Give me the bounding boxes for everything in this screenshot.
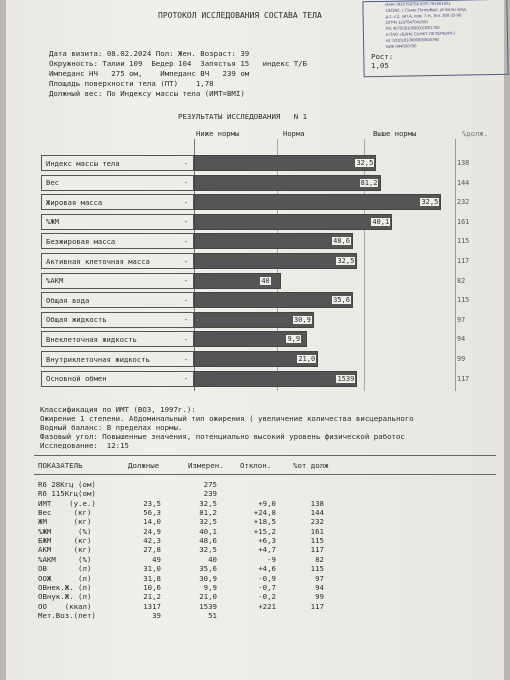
header-above-norm: Выше нормы [373,129,417,138]
table-header-percent: %от долж [293,461,329,470]
chart-percent-label: 144 [457,178,470,187]
header-below-norm: Ниже нормы [196,129,240,138]
table-cell-indicator: R6 115Кгц(ом) [38,489,96,499]
table-cell-value: 115 [310,564,324,574]
chart-percent-label: 99 [457,355,466,363]
chart-row-label [41,292,194,308]
chart-value-label: 35,6 [333,296,350,305]
chart-value-label: 81,2 [360,178,378,187]
table-cell-indicator: ОО (ккал) [38,601,92,611]
table-header-due: Должные [128,461,160,470]
chart-bar [194,253,357,269]
chart-row-dash: - [183,276,188,286]
chart-row-label [41,371,194,387]
table-cell-value: 232 [310,517,324,527]
chart-row-label-text: %АКМ [46,276,64,286]
table-cell-value: 32,5 [199,545,217,555]
chart-bar [194,233,353,249]
chart-row-dash: - [183,354,188,364]
chart-row-label [41,253,194,269]
table-cell-value: 161 [310,526,324,536]
table-cell-indicator: R6 28Кгц (ом) [38,480,96,489]
table-cell-value: 144 [310,508,324,518]
chart-value-label: 21,0 [298,355,316,363]
table-top-rule [34,455,496,456]
organization-stamp: ИНН 7810759758 КПП 781001001 192242, г. Санкт-Петербург, ул Белы кунд, д.1, к.2, лит.А, пом. 7-Н, Тел. 300-33-00 ОГРН 1197847041041 Р/с 40702810590310001750 в ПАО «БАНК САНКТ-ПЕТЕРБУРГ» к/с 30101810900000000790 БИК 044030790 [362,0,508,77]
table-cell-value: 117 [310,545,324,555]
table-cell-value: +18,5 [253,517,276,527]
chart-row-dash: - [183,236,188,246]
body-surface-line: Площадь поверхности тела (ПТ) 1,78 [49,79,214,88]
chart-row-label-text: Безжировая масса [46,236,116,246]
waist-hip-ratio: 1,05 [371,61,389,70]
page-title: ПРОТОКОЛ ИССЛЕДОВАНИЯ СОСТАВА ТЕЛА [158,11,322,20]
table-cell-value: 97 [315,573,324,583]
table-cell-value: 56,3 [143,508,161,518]
chart-percent-label: 115 [457,237,470,246]
table-cell-value: 30,9 [199,573,217,583]
chart-row-label-text: Внеклеточная жидкость [46,334,137,344]
table-cell-value: 239 [203,489,217,499]
table-cell-value: 49 [152,554,161,564]
chart-row-label [41,233,194,249]
water-balance-note: Водный баланс: В пределах нормы. [40,423,183,432]
table-cell-indicator: АКМ (кг) [38,545,92,555]
table-cell-value: 27,8 [143,545,161,555]
chart-percent-label: 232 [457,198,470,207]
table-cell-value: 24,9 [143,526,161,536]
chart-value-label: 32,5 [337,257,355,265]
chart-row-label [41,351,194,367]
chart-bar [194,214,392,230]
chart-percent-label: 82 [457,276,466,285]
table-header-rule [34,474,496,475]
due-weight-line: Должный вес: По Индексу массы тела (ИМТ=BMI) [49,89,245,98]
table-cell-indicator: БЖМ (кг) [38,536,92,546]
chart-bar [194,194,441,210]
table-cell-value: 275 [203,480,217,489]
table-cell-indicator: ИМТ (у.е.) [38,498,96,508]
table-cell-value: 1539 [199,601,217,611]
table-cell-indicator: ЖМ (кг) [38,517,92,527]
chart-row-dash: - [183,334,188,344]
table-cell-value: 51 [208,610,217,620]
table-cell-indicator: ОВнук.Ж. (л) [38,592,92,602]
chart-row-dash: - [183,178,188,188]
table-cell-indicator: ООЖ (л) [38,573,92,583]
chart-percent-label: 115 [457,296,470,305]
table-cell-indicator: %АКМ (%) [38,554,92,564]
table-cell-value: -9 [267,554,276,564]
table-cell-indicator: Вес (кг) [38,508,92,518]
phase-angle-note: Фазовый угол: Повышенные значения, потенциально высокий уровень физической работос [40,432,405,441]
chart-value-label: 32,5 [421,198,439,207]
chart-percent-label: 117 [457,374,470,383]
chart-right-line [455,139,456,391]
visit-line: Дата визита: 08.02.2024 Пол: Жен. Возраст: 39 [49,49,250,58]
chart-row-label-text: Активная клеточная масса [46,256,150,266]
table-cell-value: 39 [152,610,161,620]
table-cell-value: 21,0 [199,592,217,602]
table-cell-value: +9,0 [258,498,276,508]
chart-bar [194,292,353,308]
impedance-line: Импеданс НЧ 275 ом, Импеданс ВЧ 239 ом [49,69,250,78]
table-header-measured: Измерен. [188,461,224,470]
chart-bar [194,155,376,171]
chart-row-label-text: Общая жидкость [46,315,107,325]
chart-row-dash: - [183,295,188,305]
table-cell-value: +24,8 [253,508,276,518]
chart-value-label: 40,1 [372,217,390,226]
chart-value-label: 30,9 [293,315,311,324]
chart-row-label-text: Индекс массы тела [46,158,120,168]
header-norm: Норма [283,129,305,138]
circumference-line: Окружность: Талии 109 Бедер 104 Запястья 15 индекс Т/Б [49,59,308,68]
chart-row-dash: - [183,158,188,168]
table-cell-value: +4,7 [258,545,276,555]
table-cell-value: 42,3 [143,536,161,546]
table-cell-value: 48,6 [199,536,217,546]
chart-value-label: 9,9 [287,335,301,344]
table-cell-value: 9,9 [203,582,217,592]
table-cell-value: 32,5 [199,498,217,508]
table-header-indicator: ПОКАЗАТЕЛЬ [38,461,83,470]
table-cell-value: 94 [315,582,324,592]
table-cell-value: 40,1 [199,526,217,536]
table-cell-value: 14,0 [143,517,161,527]
chart-value-label: 40 [261,276,270,285]
study-time: Исследование: 12:15 [40,441,129,450]
table-cell-indicator: ОВнек.Ж. (л) [38,582,92,592]
chart-percent-label: 161 [457,217,470,226]
chart-row-label-text: Внутриклеточная жидкость [46,354,150,364]
table-cell-value: 1317 [143,601,161,611]
chart-percent-label: 117 [457,257,470,265]
table-cell-value: 117 [310,601,324,611]
chart-row-label [41,155,194,171]
chart-row-label [41,175,194,191]
table-cell-value: 31,8 [143,573,161,583]
table-cell-value: +15,2 [253,526,276,536]
table-cell-value: 32,5 [199,517,217,527]
table-cell-value: +221 [258,601,276,611]
table-header-deviation: Отклон. [240,461,272,470]
table-cell-value: 115 [310,536,324,546]
chart-row-label-text: %ЖМ [46,217,59,227]
chart-row-label [41,312,194,328]
chart-row-dash: - [183,217,188,227]
chart-row-label-text: Жировая масса [46,197,103,207]
chart-row-dash: - [183,197,188,207]
chart-value-label: 32,5 [356,159,374,167]
table-cell-value: -0,2 [258,592,276,602]
table-cell-value: -0,7 [258,582,276,592]
chart-row-label-text: Вес [46,178,59,188]
header-percent-due: %долж. [462,129,488,138]
chart-percent-label: 94 [457,335,466,344]
chart-row-label [41,214,194,230]
chart-row-label-text: Основной обмен [46,374,107,384]
chart-value-label: 48,6 [333,237,350,246]
table-cell-value: 31,0 [143,564,161,574]
height-label: Рост: [371,52,394,61]
table-cell-indicator: %ЖМ (%) [38,526,92,536]
table-cell-value: 23,5 [143,498,161,508]
chart-percent-label: 138 [457,159,470,167]
chart-row-dash: - [183,315,188,325]
results-title: РЕЗУЛЬТАТЫ ИССЛЕДОВАНИЯ N 1 [178,112,308,121]
chart-row-label-text: Общая вода [46,295,90,305]
table-cell-value: 99 [315,592,324,602]
chart-percent-label: 97 [457,315,466,324]
bmi-classification: Классификация по ИМТ (ВОЗ, 1997г.): [40,405,196,414]
chart-row-label [41,331,194,347]
table-cell-value: 21,2 [143,592,161,602]
chart-row-dash: - [183,374,188,384]
chart-bar [194,371,357,387]
chart-row-dash: - [183,256,188,266]
table-cell-value: 82 [315,554,324,564]
table-cell-value: 81,2 [199,508,217,518]
table-cell-indicator: Мет.Воз.(лет) [38,610,96,620]
table-cell-indicator: ОВ (л) [38,564,92,574]
chart-value-label: 1539 [337,374,355,383]
table-cell-value: 138 [310,498,324,508]
table-cell-value: +4,6 [258,564,276,574]
table-cell-value: 10,6 [143,582,161,592]
table-cell-value: 35,6 [199,564,217,574]
table-cell-value: 40 [208,554,217,564]
chart-bar [194,175,381,191]
table-cell-value: -0,9 [258,573,276,583]
obesity-note: Ожирение 1 степени. Абдоминальный тип ожирения ( увеличение количества висцерального [40,414,414,423]
table-cell-value: +6,3 [258,536,276,546]
chart-row-label [41,273,194,289]
chart-row-label [41,194,194,210]
